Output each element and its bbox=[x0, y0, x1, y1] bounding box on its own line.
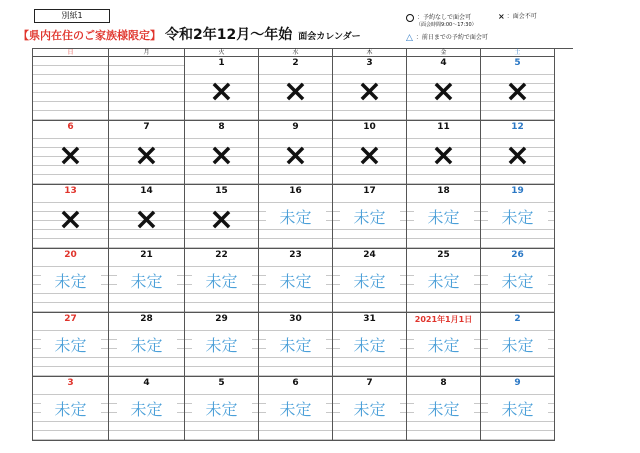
day-cell bbox=[481, 57, 555, 121]
day-cell bbox=[259, 313, 333, 377]
day-number: 22 bbox=[185, 250, 258, 261]
tbd-label: 未定 bbox=[340, 399, 400, 421]
tbd-label: 未定 bbox=[41, 335, 101, 357]
day-number: 15 bbox=[185, 186, 258, 197]
legend-tri-label: ：前日までの予約で面会可 bbox=[415, 34, 488, 41]
calendar-grid bbox=[32, 48, 573, 441]
weekday-thu: 木 bbox=[333, 49, 407, 57]
tbd-label: 未定 bbox=[192, 335, 252, 357]
day-number: 27 bbox=[33, 314, 108, 325]
legend-ng bbox=[498, 11, 537, 21]
closed-mark: × bbox=[208, 74, 235, 109]
day-cell bbox=[259, 185, 333, 249]
day-cell bbox=[109, 121, 185, 185]
day-cell bbox=[109, 313, 185, 377]
tbd-label: 未定 bbox=[414, 399, 474, 421]
weekday-tue: 火 bbox=[185, 49, 259, 57]
legend-ng-label: ：面会不可 bbox=[506, 13, 537, 20]
day-cell bbox=[185, 249, 259, 313]
tbd-label: 未定 bbox=[414, 207, 474, 229]
tbd-label: 未定 bbox=[340, 335, 400, 357]
day-cell bbox=[185, 121, 259, 185]
day-cell bbox=[259, 121, 333, 185]
closed-mark: × bbox=[57, 202, 84, 237]
closed-mark: × bbox=[57, 138, 84, 173]
week-row bbox=[33, 57, 573, 121]
weekday-sat: 土 bbox=[481, 49, 555, 57]
closed-mark: × bbox=[504, 138, 531, 173]
day-cell bbox=[185, 313, 259, 377]
tbd-label: 未定 bbox=[41, 399, 101, 421]
day-cell bbox=[481, 185, 555, 249]
weekday-header bbox=[33, 49, 573, 57]
day-cell bbox=[333, 249, 407, 313]
page-header bbox=[18, 24, 361, 44]
day-cell bbox=[481, 313, 555, 377]
tbd-label: 未定 bbox=[117, 271, 177, 293]
circle-icon bbox=[406, 14, 414, 22]
day-cell bbox=[33, 313, 109, 377]
day-number: 10 bbox=[333, 122, 406, 133]
day-number: 9 bbox=[259, 122, 332, 133]
day-cell bbox=[33, 249, 109, 313]
day-number: 11 bbox=[407, 122, 480, 133]
triangle-icon: △ bbox=[406, 32, 413, 43]
day-number: 21 bbox=[109, 250, 184, 261]
tbd-label: 未定 bbox=[41, 271, 101, 293]
week-row bbox=[33, 377, 573, 441]
day-cell bbox=[407, 313, 481, 377]
tbd-label: 未定 bbox=[488, 335, 548, 357]
day-number: 5 bbox=[481, 58, 554, 69]
day-cell bbox=[109, 377, 185, 441]
tbd-label: 未定 bbox=[266, 335, 326, 357]
day-number: 5 bbox=[185, 378, 258, 389]
legend-ok-hours: （面会時間9:00～17:30） bbox=[416, 22, 477, 28]
day-number: 3 bbox=[333, 58, 406, 69]
day-cell bbox=[407, 57, 481, 121]
closed-mark: × bbox=[430, 138, 457, 173]
weekday-mon: 月 bbox=[109, 49, 185, 57]
day-cell bbox=[259, 57, 333, 121]
day-number: 12 bbox=[481, 122, 554, 133]
day-number: 9 bbox=[481, 378, 554, 389]
day-cell bbox=[333, 313, 407, 377]
day-number: 14 bbox=[109, 186, 184, 197]
day-number: 26 bbox=[481, 250, 554, 261]
closed-mark: × bbox=[282, 74, 309, 109]
week-row bbox=[33, 185, 573, 249]
week-row bbox=[33, 121, 573, 185]
day-cell bbox=[33, 121, 109, 185]
day-cell bbox=[407, 185, 481, 249]
day-number: 6 bbox=[33, 122, 108, 133]
day-cell bbox=[407, 121, 481, 185]
day-number: 1 bbox=[185, 58, 258, 69]
closed-mark: × bbox=[430, 74, 457, 109]
day-cell bbox=[33, 57, 109, 121]
day-number: 3 bbox=[33, 378, 108, 389]
tbd-label: 未定 bbox=[117, 335, 177, 357]
day-number: 8 bbox=[407, 378, 480, 389]
tbd-label: 未定 bbox=[488, 271, 548, 293]
weeks bbox=[33, 57, 573, 441]
day-number: 2 bbox=[259, 58, 332, 69]
day-number: 8 bbox=[185, 122, 258, 133]
day-cell bbox=[481, 121, 555, 185]
closed-mark: × bbox=[208, 138, 235, 173]
tbd-label: 未定 bbox=[192, 399, 252, 421]
tbd-label: 未定 bbox=[488, 399, 548, 421]
day-number: 4 bbox=[109, 378, 184, 389]
tbd-label: 未定 bbox=[266, 399, 326, 421]
closed-mark: × bbox=[356, 138, 383, 173]
weekday-fri: 金 bbox=[407, 49, 481, 57]
day-number: 29 bbox=[185, 314, 258, 325]
tbd-label: 未定 bbox=[266, 207, 326, 229]
day-cell bbox=[259, 249, 333, 313]
tbd-label: 未定 bbox=[192, 271, 252, 293]
day-number: 4 bbox=[407, 58, 480, 69]
closed-mark: × bbox=[208, 202, 235, 237]
attachment-label: 別紙1 bbox=[34, 9, 110, 23]
cross-icon: × bbox=[498, 12, 505, 21]
period-title: 令和2年12月～年始 bbox=[165, 27, 293, 43]
restriction-notice: 【県内在住のご家族様限定】 bbox=[18, 29, 161, 42]
week-row bbox=[33, 249, 573, 313]
day-cell bbox=[481, 377, 555, 441]
day-cell bbox=[259, 377, 333, 441]
week-row bbox=[33, 313, 573, 377]
day-number: 25 bbox=[407, 250, 480, 261]
day-cell bbox=[185, 185, 259, 249]
day-cell bbox=[333, 185, 407, 249]
closed-mark: × bbox=[133, 202, 160, 237]
day-number: 24 bbox=[333, 250, 406, 261]
day-number: 7 bbox=[333, 378, 406, 389]
legend bbox=[406, 10, 606, 46]
day-cell bbox=[33, 377, 109, 441]
tbd-label: 未定 bbox=[117, 399, 177, 421]
day-cell bbox=[185, 57, 259, 121]
tbd-label: 未定 bbox=[414, 335, 474, 357]
day-cell bbox=[481, 249, 555, 313]
day-cell bbox=[407, 249, 481, 313]
day-number: 28 bbox=[109, 314, 184, 325]
tbd-label: 未定 bbox=[488, 207, 548, 229]
day-number: 23 bbox=[259, 250, 332, 261]
day-cell bbox=[333, 377, 407, 441]
weekday-sun: 日 bbox=[33, 49, 109, 57]
day-number: 18 bbox=[407, 186, 480, 197]
day-cell bbox=[407, 377, 481, 441]
closed-mark: × bbox=[504, 74, 531, 109]
day-number: 31 bbox=[333, 314, 406, 325]
calendar-title: 面会カレンダー bbox=[298, 32, 361, 42]
day-cell bbox=[333, 57, 407, 121]
closed-mark: × bbox=[133, 138, 160, 173]
day-number: 20 bbox=[33, 250, 108, 261]
day-cell bbox=[33, 185, 109, 249]
closed-mark: × bbox=[282, 138, 309, 173]
tbd-label: 未定 bbox=[340, 207, 400, 229]
tbd-label: 未定 bbox=[266, 271, 326, 293]
tbd-label: 未定 bbox=[340, 271, 400, 293]
weekday-wed: 水 bbox=[259, 49, 333, 57]
closed-mark: × bbox=[356, 74, 383, 109]
day-cell bbox=[109, 249, 185, 313]
day-number: 17 bbox=[333, 186, 406, 197]
day-number: 30 bbox=[259, 314, 332, 325]
day-number: 16 bbox=[259, 186, 332, 197]
legend-ok-label: ：予約なしで面会可 bbox=[417, 14, 472, 21]
day-number: 13 bbox=[33, 186, 108, 197]
legend-tri bbox=[406, 32, 488, 43]
day-cell bbox=[109, 57, 185, 121]
day-number: 2 bbox=[481, 314, 554, 325]
day-number: 19 bbox=[481, 186, 554, 197]
day-cell bbox=[109, 185, 185, 249]
tbd-label: 未定 bbox=[414, 271, 474, 293]
day-number: 6 bbox=[259, 378, 332, 389]
day-number: 7 bbox=[109, 122, 184, 133]
day-number: 2021年1月1日 bbox=[407, 314, 480, 325]
day-cell bbox=[185, 377, 259, 441]
day-cell bbox=[333, 121, 407, 185]
